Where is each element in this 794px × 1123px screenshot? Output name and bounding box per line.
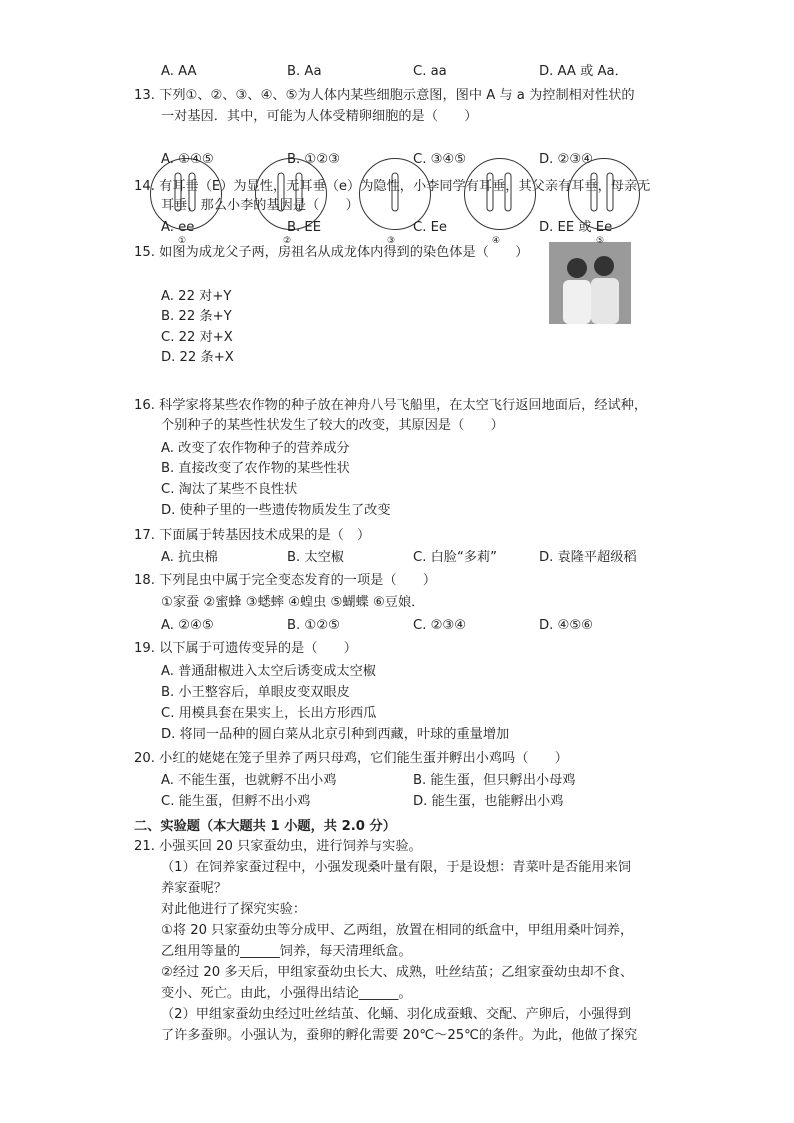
q12-option-c: C. aa — [413, 64, 447, 79]
cell-label-4: ④ — [492, 236, 501, 246]
q12-option-b: B. Aa — [287, 64, 322, 79]
q14-option-a: A. ee — [161, 220, 195, 235]
q15-option-c: C. 22 对+X — [161, 330, 233, 345]
people-photo-icon — [549, 242, 631, 324]
q18-list: ①家蚕 ②蜜蜂 ③蟋蟀 ④蝗虫 ⑤蝴蝶 ⑥豆娘． — [161, 595, 425, 610]
q15-option-d: D. 22 条+X — [161, 350, 234, 365]
q19-option-b: B. 小王整容后，单眼皮变双眼皮 — [161, 685, 350, 700]
q19-option-a: A. 普通甜椒进入太空后诱变成太空椒 — [161, 664, 376, 679]
q13-option-c: C. ③④⑤ — [413, 152, 467, 167]
q14-option-d: D. EE 或 Ee — [539, 220, 613, 235]
q21-line1: 21. 小强买回 20 只家蚕幼虫，进行饲养与实验。 — [134, 839, 422, 854]
q16-option-a: A. 改变了农作物种子的营养成分 — [161, 441, 350, 456]
q14-stem-line2: 耳垂，那么小李的基因是（ ） — [161, 198, 359, 213]
q13-stem-line2: 一对基因．其中，可能为人体受精卵细胞的是（ ） — [161, 109, 478, 124]
q13-option-b: B. ①②③ — [287, 152, 340, 167]
q12-option-a: A. AA — [161, 64, 197, 79]
q16-option-d: D. 使种子里的一些遗传物质发生了改变 — [161, 503, 391, 518]
q16-option-c: C. 淘汰了某些不良性状 — [161, 482, 298, 497]
q19-option-c: C. 用模具套在果实上，长出方形西瓜 — [161, 706, 377, 721]
q16-stem-line1: 16. 科学家将某些农作物的种子放在神舟八号飞船里，在太空飞行返回地面后，经试种， — [134, 398, 648, 413]
q21-line10: 了许多蚕卵。小强认为，蚕卵的孵化需要 20℃～25℃的条件。为此，他做了探究 — [161, 1028, 638, 1043]
q20-stem: 20. 小红的姥姥在笼子里养了两只母鸡，它们能生蛋并孵出小鸡吗（ ） — [134, 751, 568, 766]
q21-line3: 养家蚕呢？ — [161, 881, 227, 896]
q13-option-d: D. ②③④ — [539, 152, 594, 167]
q18-option-b: B. ①②⑤ — [287, 618, 340, 633]
q14-stem-line1: 14. 有耳垂（E）为显性，无耳垂（e）为隐性，小李同学有耳垂，其父亲有耳垂，母亲无 — [134, 179, 651, 194]
q21-line4: 对此他进行了探究实验： — [161, 902, 307, 917]
q20-option-a: A. 不能生蛋，也就孵不出小鸡 — [161, 773, 337, 788]
q15-option-b: B. 22 条+Y — [161, 309, 232, 324]
cell-label-2: ② — [283, 236, 292, 246]
cell-label-3: ③ — [387, 236, 396, 246]
q19-stem: 19. 以下属于可遗传变异的是（ ） — [134, 641, 357, 656]
q21-line8: 变小、死亡。由此，小强得出结论______。 — [161, 986, 412, 1001]
q17-option-c: C. 白脸“多莉” — [413, 550, 498, 565]
q17-stem: 17. 下面属于转基因技术成果的是（ ） — [134, 528, 371, 543]
q18-option-c: C. ②③④ — [413, 618, 467, 633]
q13-option-a: A. ①④⑤ — [161, 152, 214, 167]
q16-stem-line2: 个别种子的某些性状发生了较大的改变，其原因是（ ） — [161, 418, 504, 433]
cell-label-5: ⑤ — [596, 236, 605, 246]
q21-line2: （1）在饲养家蚕过程中，小强发现桑叶量有限，于是设想：青菜叶是否能用来饲 — [161, 860, 631, 875]
q17-option-d: D. 袁隆平超级稻 — [539, 550, 637, 565]
q18-option-d: D. ④⑤⑥ — [539, 618, 594, 633]
q14-option-b: B. EE — [287, 220, 322, 235]
q15-stem: 15. 如图为成龙父子两，房祖名从成龙体内得到的染色体是（ ） — [134, 245, 529, 260]
q21-line6: 乙组用等量的______饲养，每天清理纸盒。 — [161, 944, 412, 959]
cell-label-1: ① — [178, 236, 187, 246]
q21-line7: ②经过 20 多天后，甲组家蚕幼虫长大、成熟，吐丝结茧；乙组家蚕幼虫却不食、 — [161, 965, 634, 980]
q17-option-b: B. 太空椒 — [287, 550, 344, 565]
q16-option-b: B. 直接改变了农作物的某些性状 — [161, 461, 350, 476]
q21-line5: ①将 20 只家蚕幼虫等分成甲、乙两组，放置在相同的纸盒中，甲组用桑叶饲养， — [161, 923, 634, 938]
q20-option-c: C. 能生蛋，但孵不出小鸡 — [161, 794, 311, 809]
q20-option-b: B. 能生蛋，但只孵出小母鸡 — [413, 773, 576, 788]
q17-option-a: A. 抗虫棉 — [161, 550, 218, 565]
q14-option-c: C. Ee — [413, 220, 448, 235]
father-son-photo — [549, 242, 631, 324]
q21-line9: （2）甲组家蚕幼虫经过吐丝结茧、化蛹、羽化成蚕蛾、交配、产卵后，小强得到 — [161, 1007, 631, 1022]
q15-option-a: A. 22 对+Y — [161, 289, 232, 304]
q18-option-a: A. ②④⑤ — [161, 618, 214, 633]
q19-option-d: D. 将同一品种的圆白菜从北京引种到西藏，叶球的重量增加 — [161, 727, 510, 742]
q18-stem: 18. 下列昆虫中属于完全变态发育的一项是（ ） — [134, 573, 437, 588]
q13-stem-line1: 13. 下列①、②、③、④、⑤为人体内某些细胞示意图，图中 A 与 a 为控制相对性状的 — [134, 88, 635, 103]
q12-option-d: D. AA 或 Aa． — [539, 64, 628, 79]
q20-option-d: D. 能生蛋，也能孵出小鸡 — [413, 794, 564, 809]
section-heading: 二、实验题（本大题共 1 小题，共 2.0 分） — [134, 819, 396, 834]
